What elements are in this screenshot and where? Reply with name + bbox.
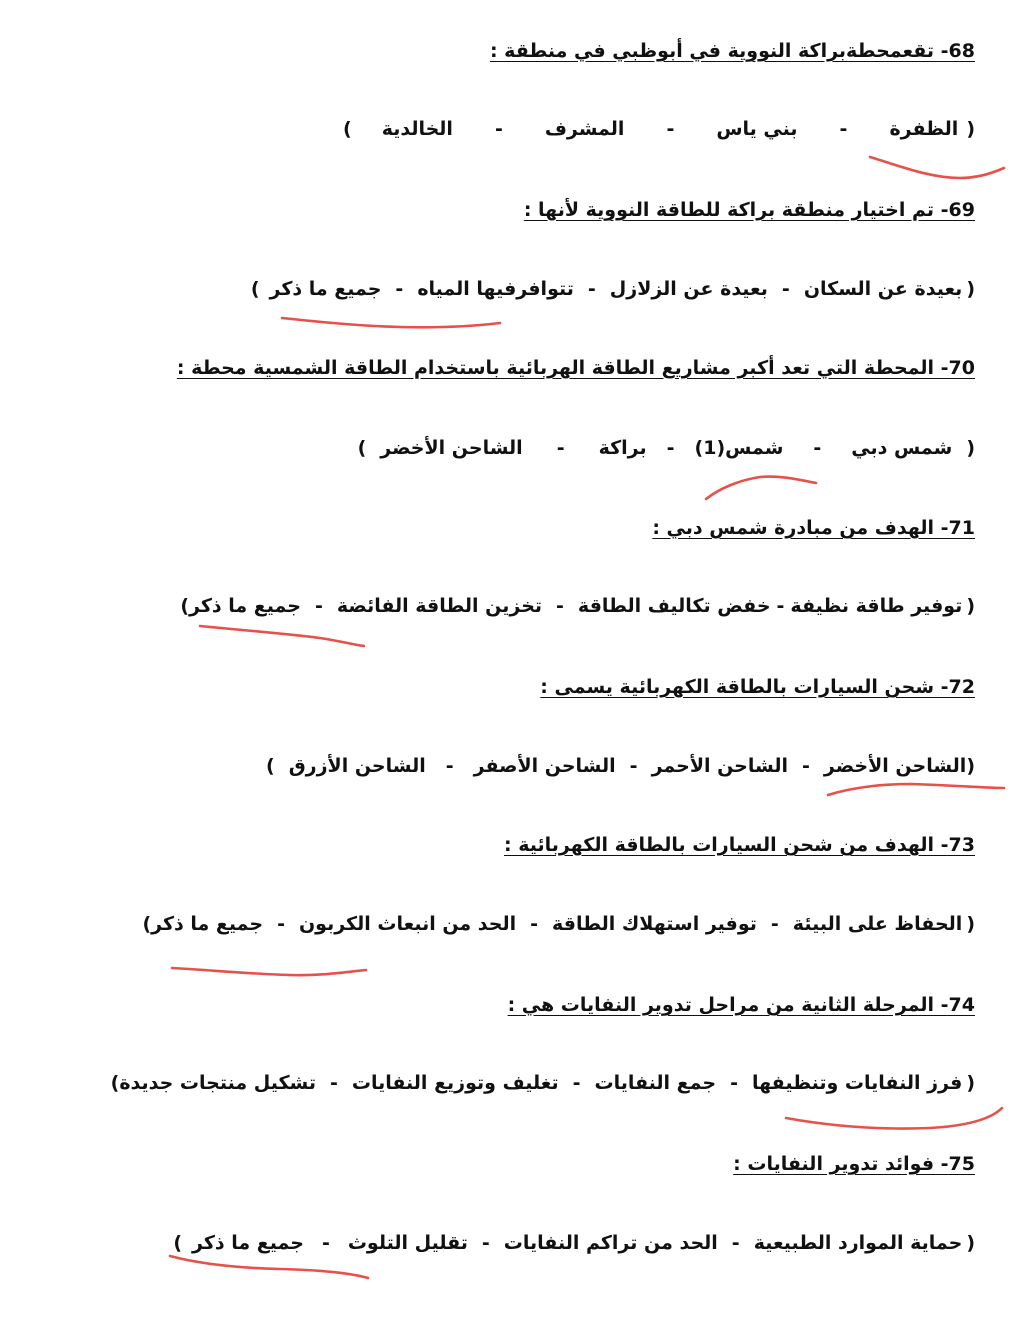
- close-paren: ): [173, 1232, 183, 1254]
- option-text: جميع ما ذكر: [269, 278, 382, 300]
- separator: -: [556, 595, 564, 617]
- answer-mark-75: [170, 1256, 368, 1278]
- open-paren: (: [966, 913, 975, 935]
- question-75-title: 75- فوائد تدوير النفايات :: [733, 1153, 975, 1175]
- option-text: الظفرة: [889, 118, 959, 140]
- option-text: الشاحن الأحمر: [651, 755, 788, 777]
- separator: -: [530, 913, 539, 935]
- option-text: حماية الموارد الطبيعية: [753, 1232, 963, 1254]
- close-paren: ): [110, 1072, 120, 1094]
- question-68-options: [343, 118, 975, 140]
- separator: -: [445, 755, 454, 777]
- separator: -: [730, 1072, 738, 1094]
- separator: -: [395, 278, 404, 300]
- separator: -: [321, 1232, 330, 1254]
- option-text: الشاحن الأخضر: [823, 755, 967, 777]
- open-paren: (: [966, 755, 975, 777]
- separator: -: [666, 437, 675, 459]
- separator: -: [781, 278, 790, 300]
- close-paren: ): [266, 755, 275, 777]
- option-text: شمس دبي: [851, 437, 953, 459]
- question-74-options: [111, 1072, 975, 1094]
- answer-mark-70: [706, 477, 816, 499]
- option-text: تشكيل منتجات جديدة: [119, 1072, 316, 1094]
- option-text: المشرف: [544, 118, 625, 140]
- option-text: جميع ما ذكر: [151, 913, 264, 935]
- option-text: الحد من انبعاث الكربون: [298, 913, 517, 935]
- option-text: تخزين الطاقة الفائضة: [336, 595, 543, 617]
- close-paren: ): [180, 595, 190, 617]
- option-text: بعيدة عن السكان: [803, 278, 963, 300]
- separator: -: [329, 1072, 338, 1094]
- option-text: توفير استهلاك الطاقة: [552, 913, 757, 935]
- option-text: تغليف وتوزيع النفايات: [351, 1072, 559, 1094]
- separator: -: [666, 118, 675, 140]
- option-text: جميع ما ذكر: [192, 1232, 304, 1254]
- option-text: الحفاظ على البيئة: [792, 913, 963, 935]
- option-text: الحد من تراكم النفايات: [503, 1232, 718, 1254]
- answer-mark-68: [870, 157, 1004, 178]
- option-text: براكة: [598, 437, 647, 459]
- open-paren: (: [966, 437, 975, 459]
- question-68-title: 68- تقعمحطةبراكة النووية في أبوظبي في منطقة :: [489, 40, 975, 62]
- question-70-title: 70- المحطة التي تعد أكبر مشاريع الطاقة الهربائية باستخدام الطاقة الشمسية محطة :: [176, 357, 975, 379]
- separator: -: [277, 913, 285, 935]
- separator: -: [481, 1232, 490, 1254]
- separator: -: [556, 437, 565, 459]
- separator: -: [802, 755, 810, 777]
- separator: -: [776, 595, 785, 617]
- close-paren: ): [357, 437, 367, 459]
- question-70-options: [358, 437, 975, 459]
- open-paren: (: [966, 278, 975, 300]
- option-text: الشاحن الأخضر: [380, 437, 523, 459]
- option-text: بني ياس: [716, 118, 798, 140]
- close-paren: ): [343, 118, 352, 140]
- option-text: خفض تكاليف الطاقة: [577, 595, 771, 617]
- question-69-options: [251, 278, 975, 300]
- separator: -: [494, 118, 503, 140]
- separator: -: [839, 118, 848, 140]
- option-text: الشاحن الأزرق: [288, 755, 426, 777]
- option-text: شمس(1): [694, 437, 784, 459]
- close-paren: ): [250, 278, 260, 300]
- question-74-title: 74- المرحلة الثانية من مراحل تدوير النفايات هي :: [507, 994, 975, 1016]
- answer-mark-71: [200, 626, 364, 646]
- separator: -: [587, 278, 596, 300]
- question-71-options: [180, 595, 975, 617]
- question-73-options: [142, 913, 975, 935]
- answer-mark-74: [786, 1108, 1002, 1129]
- option-text: الشاحن الأصفر: [473, 755, 616, 777]
- question-72-title: 72- شحن السيارات بالطاقة الكهربائية يسمى :: [540, 676, 975, 698]
- separator: -: [629, 755, 638, 777]
- separator: -: [770, 913, 779, 935]
- question-71-title: 71- الهدف من مبادرة شمس دبي :: [652, 517, 975, 539]
- answer-mark-73: [172, 968, 366, 975]
- question-75-options: [173, 1232, 975, 1254]
- option-text: جميع ما ذكر: [189, 595, 301, 617]
- open-paren: (: [966, 595, 975, 617]
- separator: -: [572, 1072, 581, 1094]
- option-text: بعيدة عن الزلازل: [609, 278, 768, 300]
- option-text: الخالدية: [381, 118, 453, 140]
- answer-mark-72: [828, 784, 1004, 795]
- option-text: تقليل التلوث: [347, 1232, 468, 1254]
- question-69-title: 69- تم اختيار منطقة براكة للطاقة النووية لأنها :: [523, 199, 975, 221]
- answer-mark-69: [282, 318, 500, 327]
- separator: -: [731, 1232, 740, 1254]
- option-text: فرز النفايات وتنظيفها: [751, 1072, 963, 1094]
- close-paren: ): [142, 913, 152, 935]
- option-text: جمع النفايات: [594, 1072, 717, 1094]
- open-paren: (: [966, 1232, 975, 1254]
- separator: -: [314, 595, 323, 617]
- open-paren: (: [966, 118, 975, 140]
- question-73-title: 73- الهدف من شحن السيارات بالطاقة الكهربائية :: [504, 834, 975, 856]
- option-text: توفير طاقة نظيفة: [790, 595, 963, 617]
- question-72-options: [266, 755, 975, 777]
- open-paren: (: [966, 1072, 975, 1094]
- option-text: تتوافرفيها المياه: [417, 278, 574, 300]
- separator: -: [813, 437, 822, 459]
